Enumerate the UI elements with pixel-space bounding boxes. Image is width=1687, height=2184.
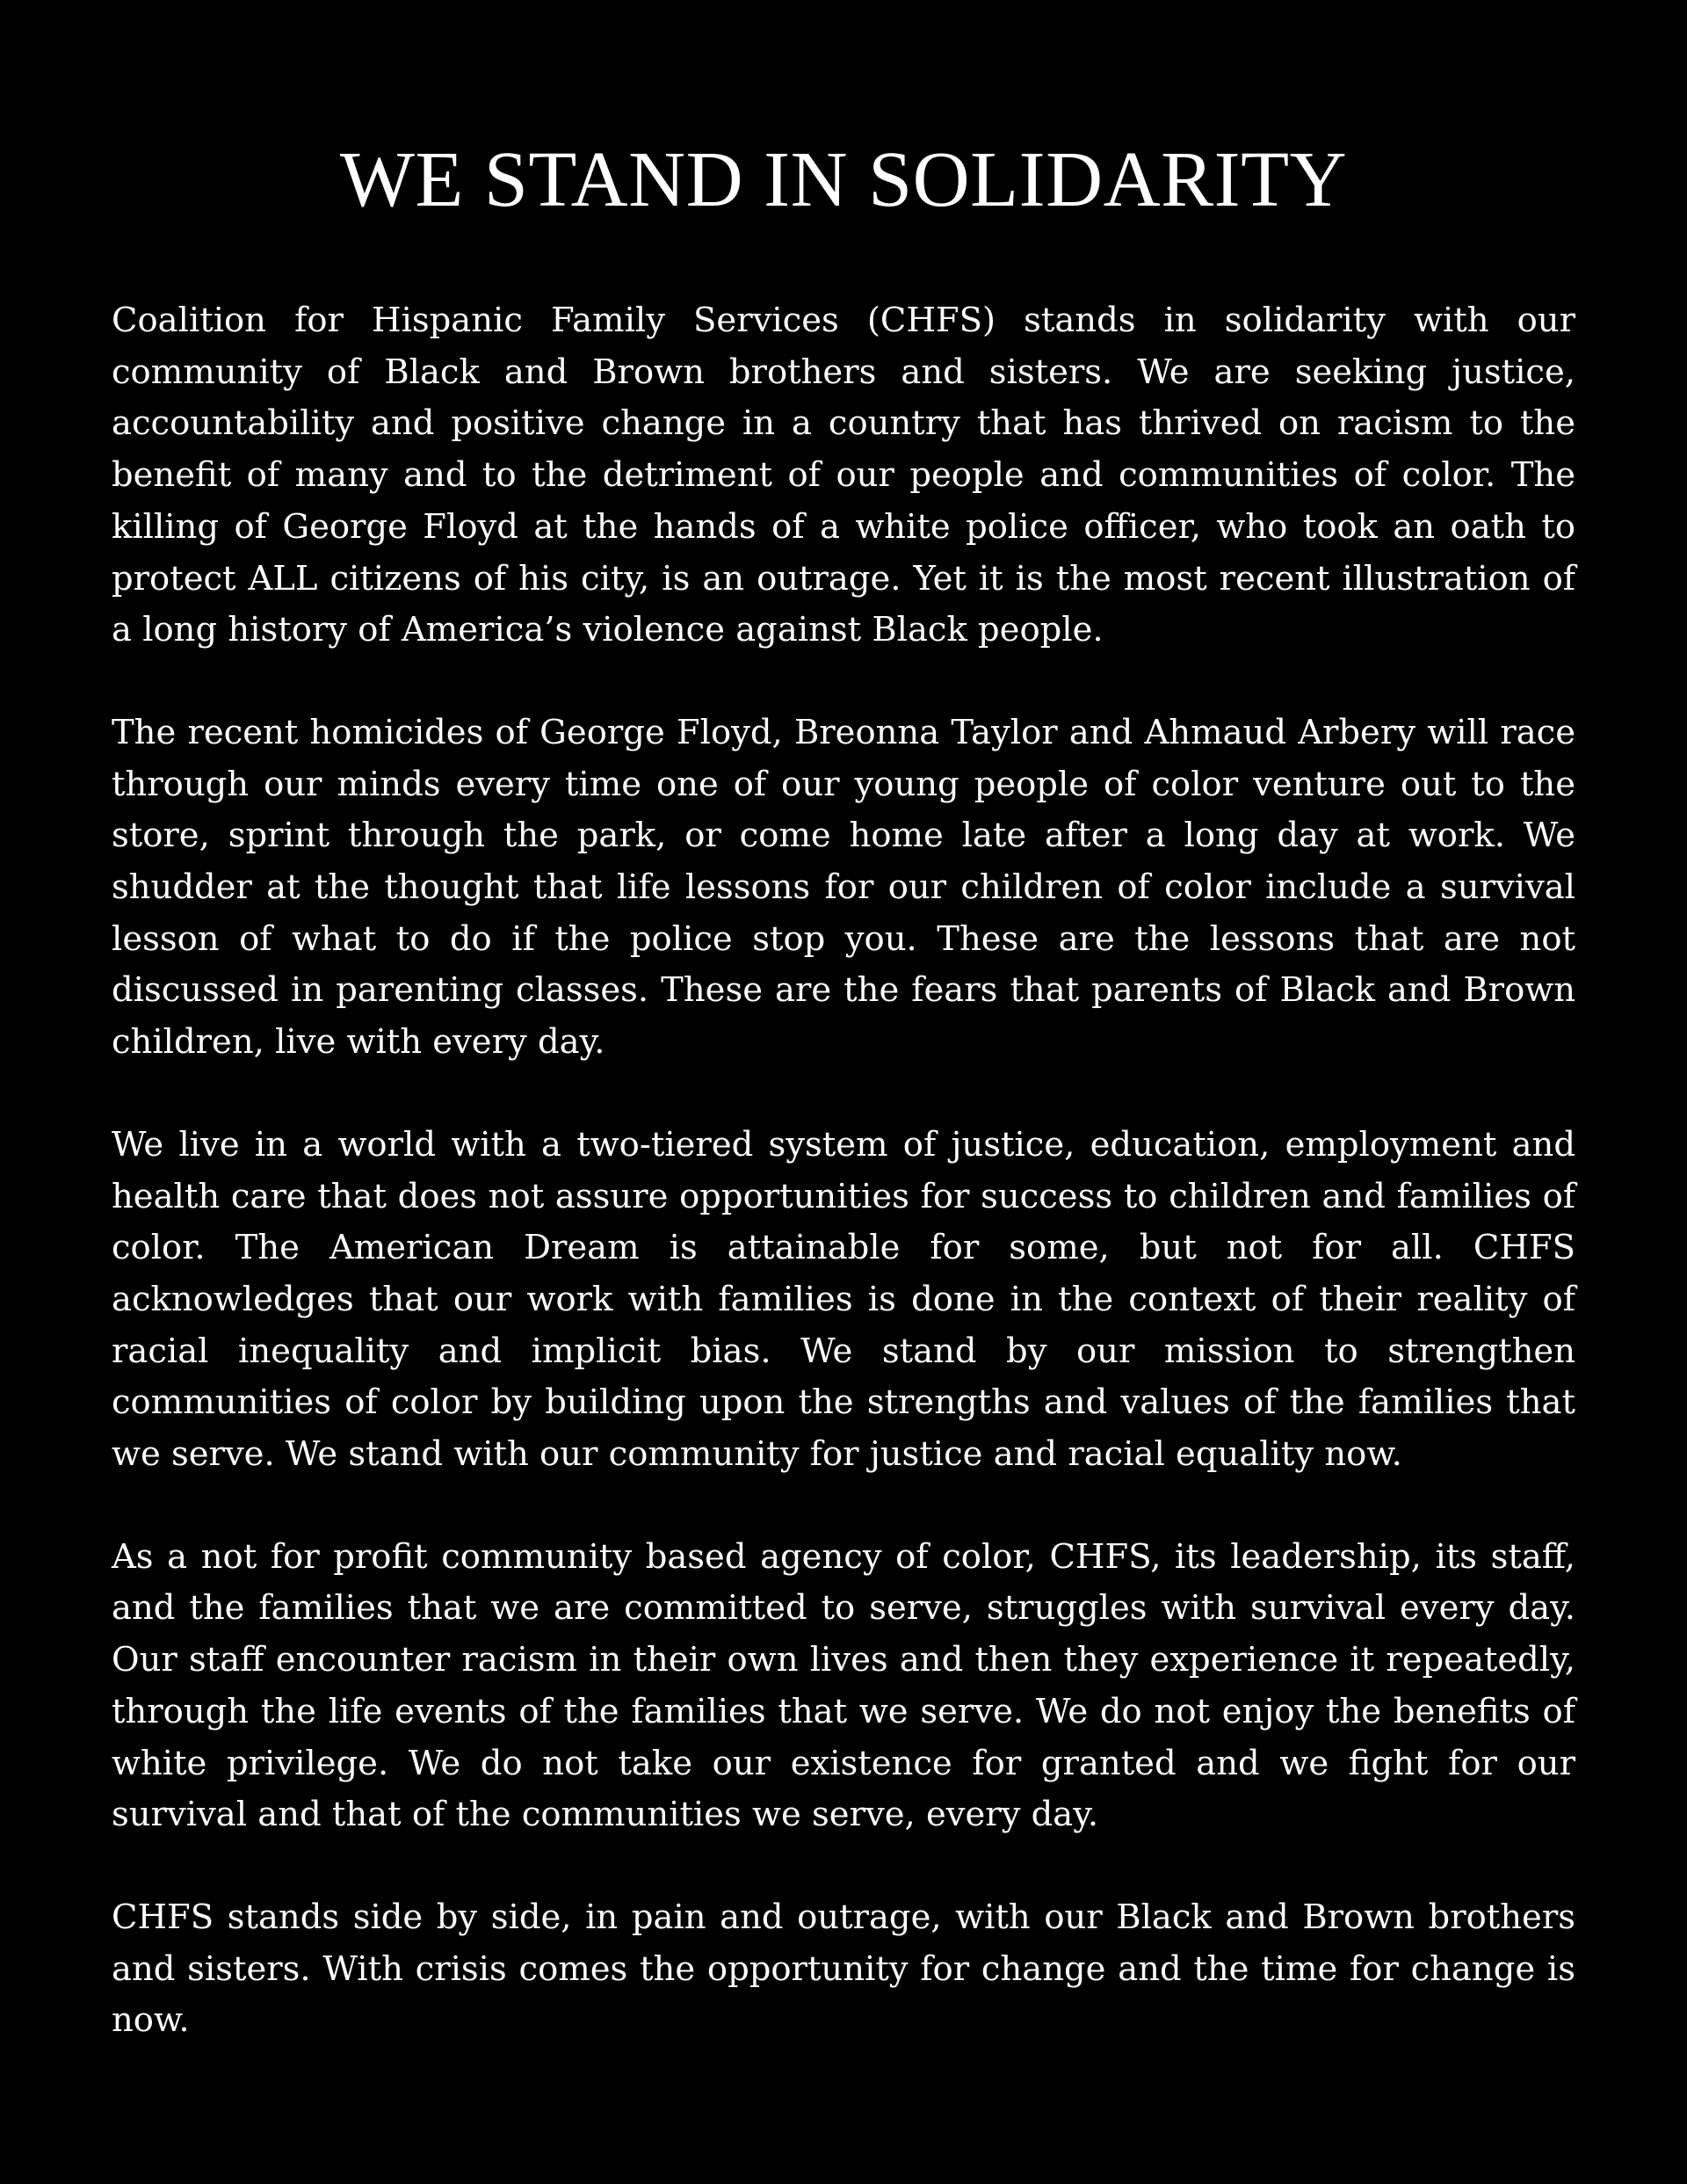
statement-paragraph-5: CHFS stands side by side, in pain and outrage, with our Black and Brown brothers and sisters. With crisis comes the opportunity for change and the time for change is now. [112, 1897, 1575, 2041]
solidarity-statement [112, 132, 1575, 2098]
statement-title: WE STAND IN SOLIDARITY [339, 136, 1348, 223]
statement-paragraph-4: As a not for profit community based agency of color, CHFS, its leadership, its staff, and the families that we are committed to serve, struggles with survival every day. Our staff encounter racism in their own lives and then they experience it repeatedly, through the life events of the families that we serve. We do not enjoy the benefits of white privilege. We do not take our existence for granted and we fight for our survival and that of the communities we serve, every day. [112, 1536, 1575, 1835]
statement-paragraph-2: The recent homicides of George Floyd, Breonna Taylor and Ahmaud Arbery will race through our minds every time one of our young people of color venture out to the store, sprint through the park, or come home late after a long day at work. We shudder at the thought that life lessons for our children of color include a survival lesson of what to do if the police stop you. These are the lessons that are not discussed in parenting classes. These are the fears that parents of Black and Brown children, live with every day. [112, 712, 1575, 1063]
statement-paragraph-1: Coalition for Hispanic Family Services (CHFS) stands in solidarity with our community of Black and Brown brothers and sisters. We are seeking justice, accountability and positive change in a country that has thrived on racism to the benefit of many and to the detriment of our people and communities of color. The killing of George Floyd at the hands of a white police officer, who took an oath to protect ALL citizens of his city, is an outrage. Yet it is the most recent illustration of a long history of America’s violence against Black people. [112, 301, 1575, 650]
statement-paragraph-3: We live in a world with a two-tiered system of justice, education, employment and health care that does not assure opportunities for success to children and families of color. The American Dream is attainable for some, but not for all. CHFS acknowledges that our work with families is done in the context of their reality of racial inequality and implicit bias. We stand by our mission to strengthen communities of color by building upon the strengths and values of the families that we serve. We stand with our community for justice and racial equality now. [112, 1124, 1575, 1475]
